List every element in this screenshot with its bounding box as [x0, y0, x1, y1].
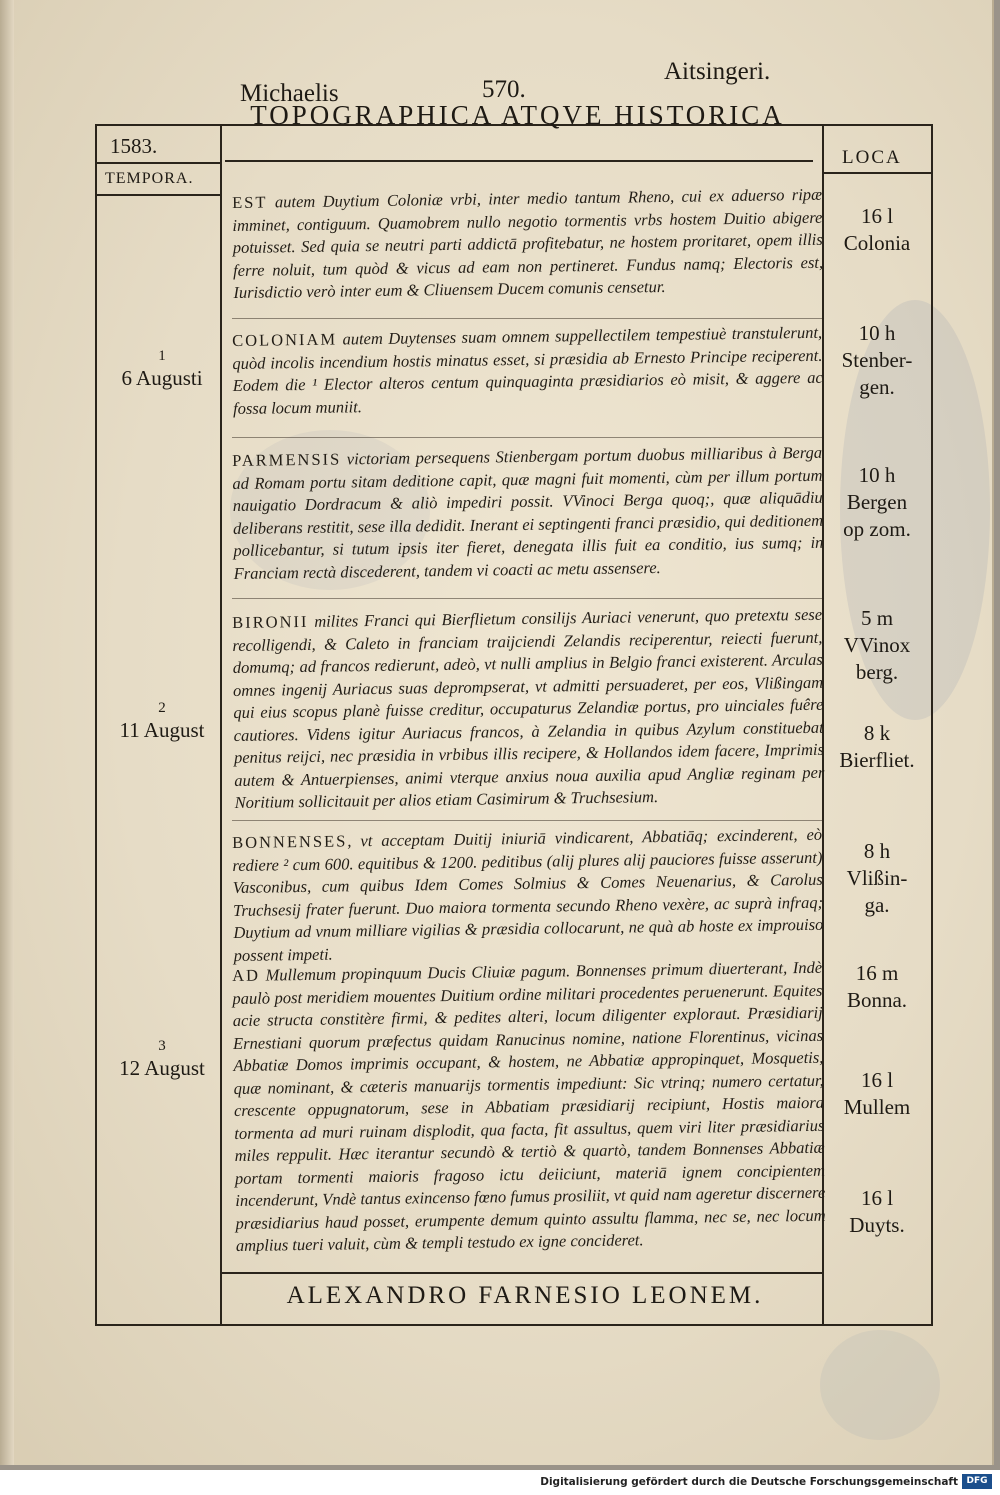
- place-name: Duyts.: [849, 1213, 905, 1237]
- place-distance: 10 h: [858, 463, 896, 487]
- paragraph-lead: AD: [232, 965, 261, 985]
- place-name: Bierfliet.: [839, 748, 915, 772]
- paragraph-text: autem Duytenses suam omnem suppellectilem tempestiuè transtulerunt, quòd incolis incendium hostis minatus esset, si præsidia ab Ernesto Principe reciperent. Eodem die ¹ Elector alteros centum quinquaginta præsidiarios eò misit, & aggere ac fossa locum muniit.: [232, 322, 823, 418]
- paragraph-separator: [232, 437, 822, 438]
- tempora-label: TEMPORA.: [105, 170, 194, 187]
- place-entry: [822, 462, 932, 543]
- place-distance: 8 k: [863, 721, 891, 745]
- paragraph: [232, 604, 825, 815]
- place-name-cont: op zom.: [843, 517, 911, 541]
- place-name: Mullem: [843, 1095, 911, 1119]
- place-name: Vlißin-: [846, 866, 908, 890]
- paragraph-separator: [232, 598, 822, 599]
- place-entry: [822, 838, 932, 919]
- year-rule: [97, 162, 220, 164]
- date-entry: [104, 345, 220, 389]
- place-distance: 16 l: [860, 1186, 894, 1210]
- page-number: 570.: [482, 76, 526, 103]
- place-distance: 16 m: [855, 961, 899, 985]
- place-name: Bonna.: [846, 988, 908, 1012]
- place-entry: [822, 960, 932, 1014]
- header-right: Aitsingeri.: [664, 58, 771, 85]
- paper-stain: [820, 1330, 940, 1440]
- page-title: TOPOGRAPHICA ATQVE HISTORICA: [250, 100, 785, 130]
- loca-rule: [824, 172, 932, 174]
- place-name: VVinox: [843, 633, 911, 657]
- paragraph-lead: BIRONII: [232, 611, 309, 632]
- paragraph-lead: BONNENSES: [232, 831, 348, 852]
- paragraph: [232, 957, 826, 1258]
- place-distance: 16 l: [860, 204, 894, 228]
- place-name: Stenber-: [841, 348, 913, 372]
- paragraph-text: autem Duytium Coloniæ vrbi, inter medio tantum Rheno, cui ex aduerso ripæ imminet, contiguum. Quamobrem nullo negotio tormentis vrbs hostem Duitio abigere potuisset. Sed quia se neutri parti addictā profitebatur, ne hostem proritaret, opem illis ferre noluit, tum quòd & vicus ad eam non pertineret. Fundus namq; Electoris est, Iurisdictio verò inter eum & Cliuensem Ducem comunis censetur.: [232, 184, 824, 302]
- place-distance: 10 h: [858, 321, 896, 345]
- place-entry: [822, 203, 932, 257]
- place-entry: [822, 320, 932, 401]
- place-entry: [822, 720, 932, 774]
- paragraph: [232, 442, 824, 585]
- paragraph-text: milites Franci qui Bierflietum consilijs Auriaci venerunt, quo pretextu sese recolligendi, & Caleto in franciam traijciendi Zelandis reciperentur, reiecti fuerunt, domumq; ad francos redierunt, adeò, vt nulli amplius in Belgio franci existerent. Arculas omnes ingenij Auriacus suas deprompserat, vt admitti persuaderet, per eos, Vlißingam qui eius scopus planè fuisse creditur, occupaturus Zelandiæ portus, pro uinciales fuêre cautiores. Videns igitur Auriacus francos, à Zelandia in quibus Azylum constituebat penitus reijci, nec præsidia in vrbibus illis recipere, & Hollandos idem facere, Imprimis autem & Antuerpienses, animi vterque anxius noua auxilia apud Angliæ reginam per Noritium sollicitauit per alios etiam Casimirum & Truchsesium.: [232, 604, 825, 812]
- date-number: 3: [158, 1038, 166, 1054]
- paragraph-lead: EST: [232, 192, 268, 212]
- paragraph-lead: COLONIAM: [232, 329, 338, 350]
- date-number: 1: [158, 348, 166, 364]
- paragraph: [232, 184, 824, 305]
- paragraph-text: , vt acceptam Duitij iniuriā vindicarent, Abbatiāq; excinderent, eò rediere ² cum 600. equitibus & 1200. peditibus (alij plures alij pauciores fuisse asserunt) Vasconibus, cum quibus Idem Comes Solmius & Comes Neuenarius, & Carolus Truchsesij frater fuerunt. Duo maiora tormenta secundo Rheno vexère, ac suprà infraq; Duytium ad vnum milliare vigilias & præsidia collocarunt, ne quà ab hoste ex improuiso possent impeti.: [232, 824, 824, 965]
- place-distance: 16 l: [860, 1068, 894, 1092]
- place-name-cont: ga.: [864, 893, 890, 917]
- date-day: 6 Augusti: [121, 366, 203, 390]
- footer-rule: [220, 1272, 824, 1274]
- place-name-cont: berg.: [855, 660, 899, 684]
- tempora-rule: [97, 194, 220, 196]
- place-entry: [822, 605, 932, 686]
- loca-label: LOCA: [842, 147, 902, 168]
- paragraph-separator: [232, 318, 822, 319]
- page-gutter: [0, 0, 14, 1465]
- year-label: 1583.: [110, 134, 158, 158]
- place-entry: [822, 1185, 932, 1239]
- catchline: ALEXANDRO FARNESIO LEONEM.: [286, 1282, 764, 1309]
- date-entry: [104, 697, 220, 741]
- tempora-column-rule: [220, 124, 222, 1326]
- date-day: 11 August: [119, 718, 205, 742]
- paragraph-text: Mullemum propinquum Ducis Cliuiæ pagum. Bonnenses primum diuerterant, Indè paulò post meridiem mouentes Duitium ordine militari procedentes peruenerunt. Equites acie structa constitère firmi, & pedites alteri, locum diligenter exploraut. Præsidiarij Ernestiani quorum præfectus quidam Ranucinus nomine, natione Florentinus, vicinas Abbatiæ Domos imprimis occupant, & hostem, ne Abbatiæ appropinquet, Mosquetis, quæ nominant, & cæteris manuarijs tormentis impediunt: Sic vtrinq; numero certatur, crescente oppugnatorum, sese in Abbatiam præsidiarij recipiunt, Hostis maiora tormenta ad muri ruinam displodit, qua facta, fit assultus, quem viri liter præsidiarius miles reppulit. Hæc iterantur secundò & tertiò & quartò, tandem Bonnenses Abbatiæ portam tormenti maioris fragoso ictu deiiciunt, materiā ignem concipientem incenderunt, Vndè tantus exincenso fœno fumus prosiliit, vt quid nam ageretur discernere præsidiarius haud posset, erumpente demum quinto assultu flamma, nec se, nec locum amplius tueri valuit, cùm & templi testudo ex igne concideret.: [232, 957, 826, 1255]
- place-entry: [822, 1067, 932, 1121]
- place-distance: 8 h: [863, 839, 891, 863]
- paragraph-separator: [232, 820, 822, 821]
- title-rule: [225, 160, 813, 162]
- place-name: Colonia: [843, 231, 911, 255]
- place-name-cont: gen.: [859, 375, 895, 399]
- header-left: Michaelis: [240, 80, 339, 107]
- date-number: 2: [158, 700, 166, 716]
- date-day: 12 August: [119, 1056, 205, 1080]
- paragraph: [232, 322, 823, 420]
- dfg-logo: DFG: [962, 1474, 992, 1489]
- paragraph-text: victoriam persequens Stienbergam portum duobus milliaribus à Berga ad Romam portu sitam deditione capit, quæ magni fuit momenti, cùm per illum portum nauigatio Dordracum & aliò impediri possit. VVinoci Berga quoq;, quæ aliquādiu deliberans restitit, sese illa dedidit. Inerant ei septingenti franci præsidio, qui deditionem pollicebantur, si tutum ipsis iter fieret, denegata illis fuit ea conditio, ius sumq; in Franciam rectà discederent, tandem vi coacti ac metu assensere.: [232, 442, 824, 583]
- digitization-credit: Digitalisierung gefördert durch die Deutsche Forschungsgemeinschaft: [540, 1476, 958, 1488]
- place-name: Bergen: [846, 490, 908, 514]
- date-entry: [104, 1035, 220, 1079]
- paragraph-lead: PARMENSIS: [232, 449, 342, 470]
- place-distance: 5 m: [860, 606, 894, 630]
- paragraph: [232, 824, 824, 967]
